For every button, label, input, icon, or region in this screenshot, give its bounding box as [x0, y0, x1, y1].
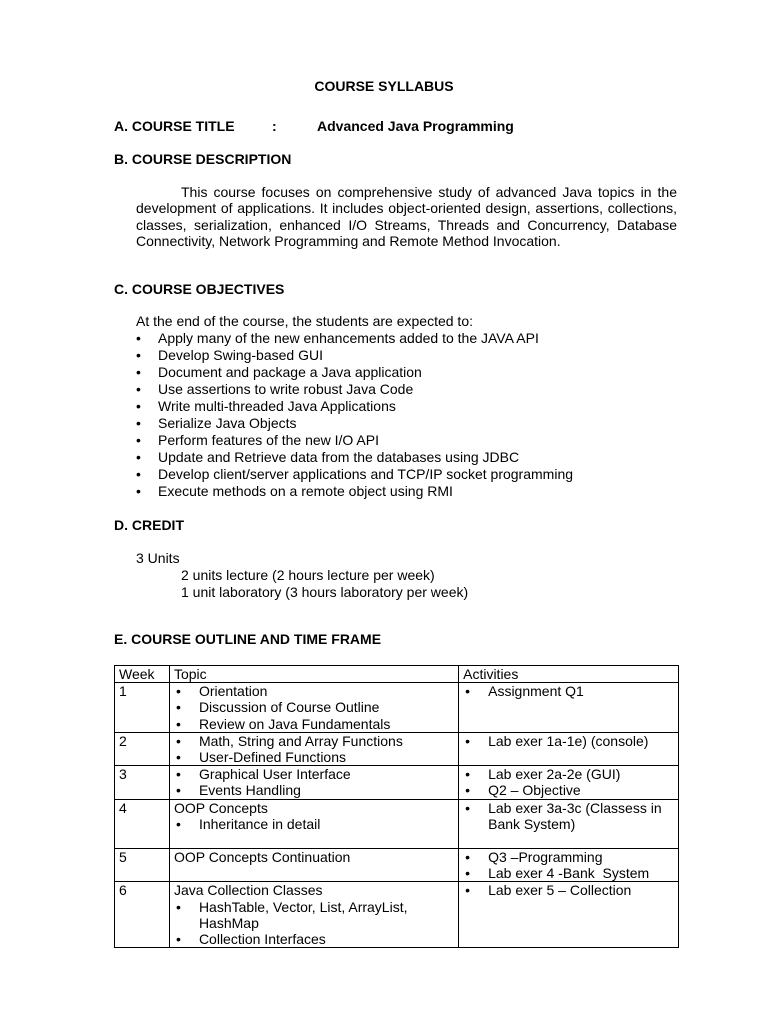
credit-lecture: 2 units lecture (2 hours lecture per week)	[181, 567, 435, 583]
topic-cell	[169, 882, 458, 948]
outline-table	[114, 665, 679, 948]
objective-item: • Execute methods on a remote object using RMI	[136, 483, 573, 500]
week-cell: 2	[115, 732, 170, 765]
table-row	[115, 849, 679, 882]
objective-item: • Update and Retrieve data from the databases using JDBC	[136, 449, 573, 466]
activities-cell	[459, 849, 679, 882]
topic-heading: OOP Concepts Continuation	[173, 849, 351, 866]
credit-heading: D. CREDIT	[114, 517, 184, 533]
objective-item: • Serialize Java Objects	[136, 415, 573, 432]
objective-item: • Develop client/server applications and TCP/IP socket programming	[136, 466, 573, 483]
objective-item: • Develop Swing-based GUI	[136, 347, 573, 364]
activities-cell	[459, 799, 679, 848]
activity-item: • Lab exer 3a-3c (Classess in Bank System)	[463, 800, 674, 832]
activities-cell	[459, 882, 679, 948]
course-title-row	[114, 118, 514, 134]
objective-item: • Perform features of the new I/O API	[136, 432, 573, 449]
objectives-list	[136, 330, 573, 500]
topic-cell	[169, 799, 458, 848]
credit-units: 3 Units	[136, 550, 180, 566]
topic-item: • Review on Java Fundamentals	[174, 716, 454, 732]
week-cell: 1	[115, 683, 170, 733]
credit-lab: 1 unit laboratory (3 hours laboratory per week)	[181, 584, 469, 600]
topic-heading: OOP Concepts	[173, 799, 268, 816]
course-title-label: A. COURSE TITLE	[114, 118, 235, 134]
table-row	[115, 683, 679, 733]
activity-item: • Lab exer 1a-1e) (console)	[463, 733, 674, 749]
activity-item: • Lab exer 2a-2e (GUI)	[463, 766, 674, 782]
outline-heading: E. COURSE OUTLINE AND TIME FRAME	[114, 631, 382, 647]
table-row	[115, 732, 679, 765]
objective-item: • Document and package a Java application	[136, 364, 573, 381]
activity-item: • Lab exer 5 – Collection	[463, 882, 674, 898]
topic-item: • Inheritance in detail	[174, 816, 454, 832]
topic-item: • Collection Interfaces	[174, 931, 454, 947]
activity-item: • Assignment Q1	[463, 683, 674, 699]
objective-item: • Use assertions to write robust Java Code	[136, 381, 573, 398]
table-row	[115, 799, 679, 848]
topic-item: • Orientation	[174, 683, 454, 699]
topic-item: • Events Handling	[174, 782, 454, 798]
description-text: This course focuses on comprehensive study of advanced Java topics in the development of applications. It includes object-oriented design, assertions, collections, classes, serialization, enhanced I/O Streams, Threads and Concurrency, Database Connectivity, Network Programming and Remote Method Invocation.	[136, 184, 677, 250]
header-activities: Activities	[459, 666, 679, 683]
activity-item: • Q3 –Programming	[463, 849, 674, 865]
week-cell: 3	[115, 766, 170, 799]
objective-item: • Apply many of the new enhancements added to the JAVA API	[136, 330, 573, 347]
activity-item: • Lab exer 4 -Bank System	[463, 865, 674, 881]
description-heading: B. COURSE DESCRIPTION	[114, 151, 292, 167]
topic-item: • User-Defined Functions	[174, 749, 454, 765]
topic-item: • Graphical User Interface	[174, 766, 454, 782]
header-week: Week	[115, 666, 170, 683]
topic-heading: Java Collection Classes	[173, 882, 323, 899]
topic-item: • Math, String and Array Functions	[174, 733, 454, 749]
table-row	[115, 882, 679, 948]
topic-cell	[169, 732, 458, 765]
topic-item: • HashTable, Vector, List, ArrayList, HashMap	[174, 899, 454, 931]
page-title: COURSE SYLLABUS	[314, 78, 454, 94]
activities-cell	[459, 766, 679, 799]
objective-item: • Write multi-threaded Java Applications	[136, 398, 573, 415]
topic-cell	[169, 766, 458, 799]
topic-item: • Discussion of Course Outline	[174, 699, 454, 715]
course-title-value: Advanced Java Programming	[317, 118, 514, 134]
activity-item: • Q2 – Objective	[463, 782, 674, 798]
table-row	[115, 766, 679, 799]
activities-cell	[459, 683, 679, 733]
objectives-intro: At the end of the course, the students are expected to:	[136, 313, 473, 329]
week-cell: 6	[115, 882, 170, 948]
course-title-colon: :	[272, 118, 277, 134]
header-topic: Topic	[169, 666, 458, 683]
week-cell: 4	[115, 799, 170, 848]
week-cell: 5	[115, 849, 170, 882]
topic-cell	[169, 849, 458, 882]
topic-cell	[169, 683, 458, 733]
activities-cell	[459, 732, 679, 765]
objectives-heading: C. COURSE OBJECTIVES	[114, 281, 285, 297]
table-header-row	[115, 666, 679, 683]
